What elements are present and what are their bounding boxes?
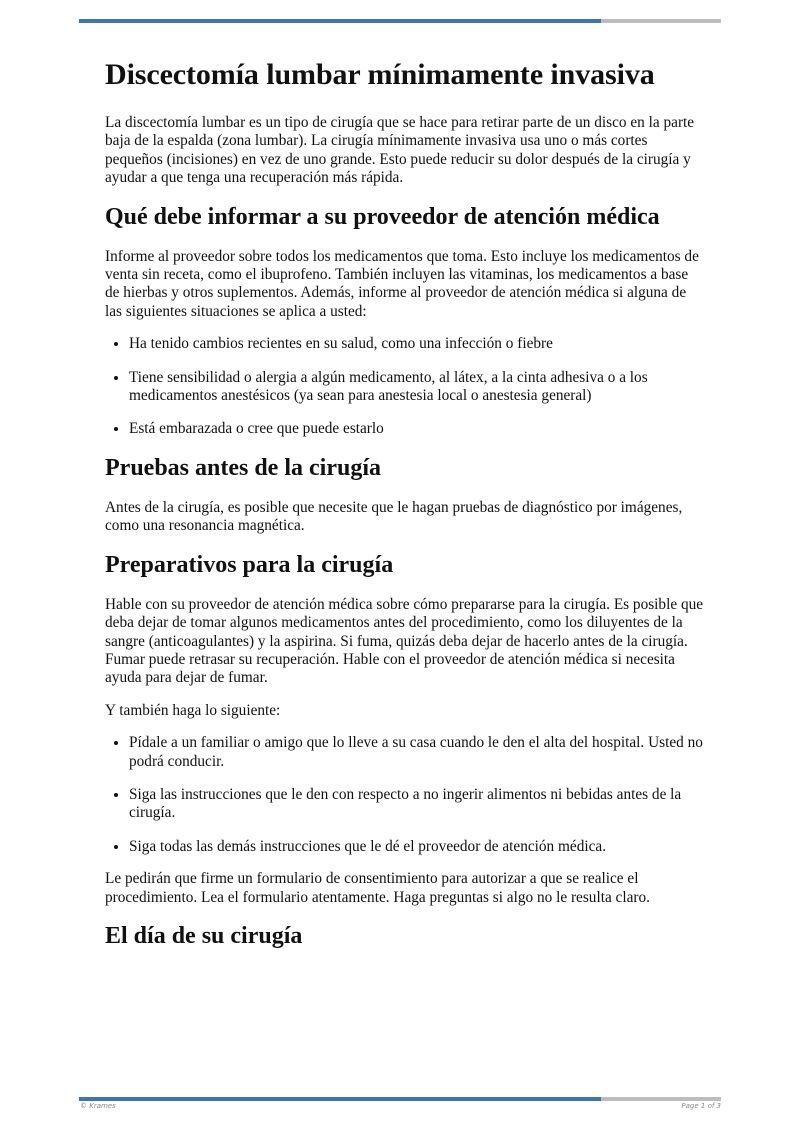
list-item: • Siga todas las demás instrucciones que le dé el proveedor de atención médica.: [129, 838, 705, 856]
section-paragraph: Y también haga lo siguiente:: [105, 701, 281, 719]
section-heading: Qué debe informar a su proveedor de atención médica: [105, 203, 660, 230]
section-inform-provider: [105, 202, 705, 439]
section-paragraph: Informe al proveedor sobre todos los medicamentos que toma. Esto incluye los medicamentos de venta sin receta, como el ibuprofeno. También incluyen las vitaminas, los medicamentos a base de hierbas y otros suplementos. Además, informe al proveedor de atención médica si alguna de las siguientes situaciones se aplica a usted:: [105, 247, 699, 320]
page-footer: [80, 1102, 721, 1110]
footer-rule-gray: [601, 1097, 721, 1101]
page-title: Discectomía lumbar mínimamente invasiva: [105, 58, 655, 91]
list-item: • Está embarazada o cree que puede estarlo: [129, 420, 705, 438]
list-item: • Pídale a un familiar o amigo que lo lleve a su casa cuando le den el alta del hospital. Usted no podrá conducir.: [129, 734, 705, 771]
section-heading: El día de su cirugía: [105, 922, 303, 949]
section-heading: Preparativos para la cirugía: [105, 551, 394, 578]
bullet-list: [105, 734, 705, 856]
section-paragraph: Antes de la cirugía, es posible que necesite que le hagan pruebas de diagnóstico por imágenes, como una resonancia magnética.: [105, 498, 683, 535]
section-surgery-day: [105, 921, 705, 951]
section-paragraph: Le pedirán que firme un formulario de consentimiento para autorizar a que se realice el procedimiento. Lea el formulario atentamente. Haga preguntas si algo no le resulta claro.: [105, 870, 650, 906]
header-rule-gray: [601, 19, 721, 23]
document-body: [105, 56, 705, 967]
intro-paragraph: La discectomía lumbar es un tipo de cirugía que se hace para retirar parte de un disco en la parte baja de la espalda (zona lumbar). La cirugía mínimamente invasiva usa uno o más cortes pequeños (incisiones) en vez de uno grande. Esto puede reducir su dolor después de la cirugía y ayudar a que tenga una recuperación más rápida.: [105, 114, 695, 187]
list-item: • Ha tenido cambios recientes en su salud, como una infección o fiebre: [129, 335, 705, 353]
section-tests-before-surgery: [105, 453, 705, 536]
list-item: • Siga las instrucciones que le den con respecto a no ingerir alimentos ni bebidas antes de la cirugía.: [129, 786, 705, 823]
section-preparation: [105, 550, 705, 907]
section-heading: Pruebas antes de la cirugía: [105, 454, 381, 481]
page-number: Page 1 of 3: [681, 1102, 721, 1110]
bullet-list: [105, 335, 705, 439]
list-item: • Tiene sensibilidad o alergia a algún medicamento, al látex, a la cinta adhesiva o a los medicamentos anestésicos (ya sean para anestesia local o anestesia general): [129, 369, 705, 406]
footer-rule: [79, 1097, 721, 1101]
section-paragraph: Hable con su proveedor de atención médica sobre cómo prepararse para la cirugía. Es posible que deba dejar de tomar algunos medicamentos antes del procedimiento, como los diluyentes de la sangre (anticoagulantes) y la aspirina. Si fuma, quizás deba dejar de hacerlo antes de la cirugía. Fumar puede retrasar su recuperación. Hable con el proveedor de atención médica si necesita ayuda para dejar de fumar.: [105, 595, 704, 687]
header-rule-accent: [79, 19, 601, 23]
footer-rule-accent: [79, 1097, 601, 1101]
copyright-text: © Krames: [80, 1102, 116, 1110]
header-rule: [79, 19, 721, 23]
